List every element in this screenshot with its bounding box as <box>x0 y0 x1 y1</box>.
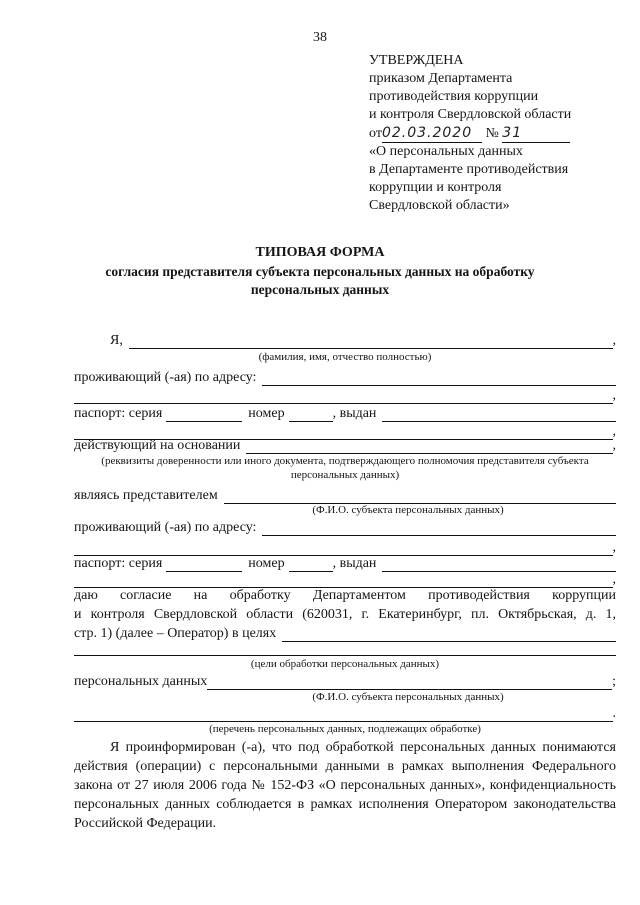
ya-label: Я, <box>110 333 123 348</box>
consent-line: и контроля Свердловской области (620031, г. Екатеринбург, пл. Октябрьская, д. 1, <box>74 607 616 622</box>
form-subtitle: согласия представителя субъекта персональных данных на обработку персональных данных <box>105 264 535 297</box>
approval-date-line <box>369 124 571 143</box>
basis-row: действующий на основании , <box>74 438 616 453</box>
passport-number-field[interactable] <box>289 408 333 422</box>
passport-number-label: номер <box>248 556 285 571</box>
passport-issued-field-b2[interactable] <box>74 574 613 588</box>
address-field-2[interactable] <box>74 390 613 404</box>
approval-heading: УТВЕРЖДЕНА <box>369 53 464 68</box>
address-field-b[interactable] <box>262 522 616 536</box>
pd-label: персональных данных <box>74 674 208 689</box>
approval-line: приказом Департамента <box>369 71 513 86</box>
approval-line: коррупции и контроля <box>369 180 502 195</box>
pd-list-field[interactable] <box>74 708 613 722</box>
pd-row: персональных данных ; <box>74 674 616 689</box>
passport-series-field[interactable] <box>166 408 242 422</box>
basis-hint: (реквизиты доверенности или иного документа, подтверждающего полномочия представителя субъекта персональных данных) <box>101 455 589 481</box>
page-number: 38 <box>313 30 327 45</box>
passport-number-label: номер <box>248 406 285 421</box>
pd-field[interactable] <box>207 676 612 690</box>
address-row-2: , <box>74 386 616 404</box>
address-field[interactable] <box>262 372 616 386</box>
passport-issued-label: , выдан <box>332 556 377 571</box>
passport-row <box>74 404 616 422</box>
address-row-b <box>74 518 616 536</box>
passport-series-label: паспорт: серия <box>74 556 163 571</box>
pd-hint: (Ф.И.О. субъекта персональных данных) <box>312 691 504 703</box>
representative-row <box>74 486 616 504</box>
passport-row-b2: , <box>74 570 616 588</box>
purpose-field[interactable] <box>282 628 616 642</box>
form-title: ТИПОВАЯ ФОРМА <box>255 245 385 260</box>
purpose-hint: (цели обработки персональных данных) <box>250 658 440 670</box>
basis-label: действующий на основании <box>74 438 241 453</box>
handwritten-number: 31 <box>502 124 570 143</box>
representative-hint: (Ф.И.О. субъекта персональных данных) <box>312 504 504 516</box>
passport-row-2: , <box>74 422 616 440</box>
passport-series-label: паспорт: серия <box>74 406 163 421</box>
approval-line: в Департаменте противодействия <box>369 162 569 177</box>
name-field[interactable] <box>129 335 613 349</box>
handwritten-date: 02.03.2020 <box>382 124 482 143</box>
approval-line: Свердловской области» <box>369 198 510 213</box>
number-prefix: № <box>485 126 499 141</box>
date-prefix: от <box>369 126 382 141</box>
name-hint: (фамилия, имя, отчество полностью) <box>258 351 432 363</box>
passport-issued-field[interactable] <box>382 408 616 422</box>
name-row: Я, , <box>74 331 616 349</box>
address-label: проживающий (-ая) по адресу: <box>74 370 257 385</box>
basis-field[interactable] <box>246 440 612 454</box>
address-row-b2: , <box>74 538 616 556</box>
purpose-field-2[interactable] <box>74 655 616 656</box>
representative-label: являясь представителем <box>74 488 218 503</box>
consent-line: стр. 1) (далее – Оператор) в целях <box>74 626 277 641</box>
pd-list-hint: (перечень персональных данных, подлежащих обработке) <box>209 723 481 735</box>
approval-line: противодействия коррупции <box>369 89 539 104</box>
pd-list-row: . <box>74 704 616 722</box>
consent-line: даю согласие на обработку Департаментом противодействия коррупции <box>74 588 616 603</box>
purpose-row <box>74 624 616 642</box>
approval-line: и контроля Свердловской области <box>369 107 572 122</box>
passport-issued-label: , выдан <box>332 406 377 421</box>
address-row <box>74 368 616 386</box>
address-label-b: проживающий (-ая) по адресу: <box>74 520 257 535</box>
representative-field[interactable] <box>224 490 616 504</box>
approval-stamp <box>369 52 571 215</box>
approval-line: «О персональных данных <box>369 144 523 159</box>
info-paragraph: Я проинформирован (-а), что под обработкой персональных данных понимаются действия (операции) с персональными данными в рамках выполнения Федерального закона от 27 июля 2006 года № 152-ФЗ «О персональных данных», конфиденциальность персональных данных соблюдается в рамках исполнения Оператором законодательства Российской Федерации. <box>74 740 616 831</box>
